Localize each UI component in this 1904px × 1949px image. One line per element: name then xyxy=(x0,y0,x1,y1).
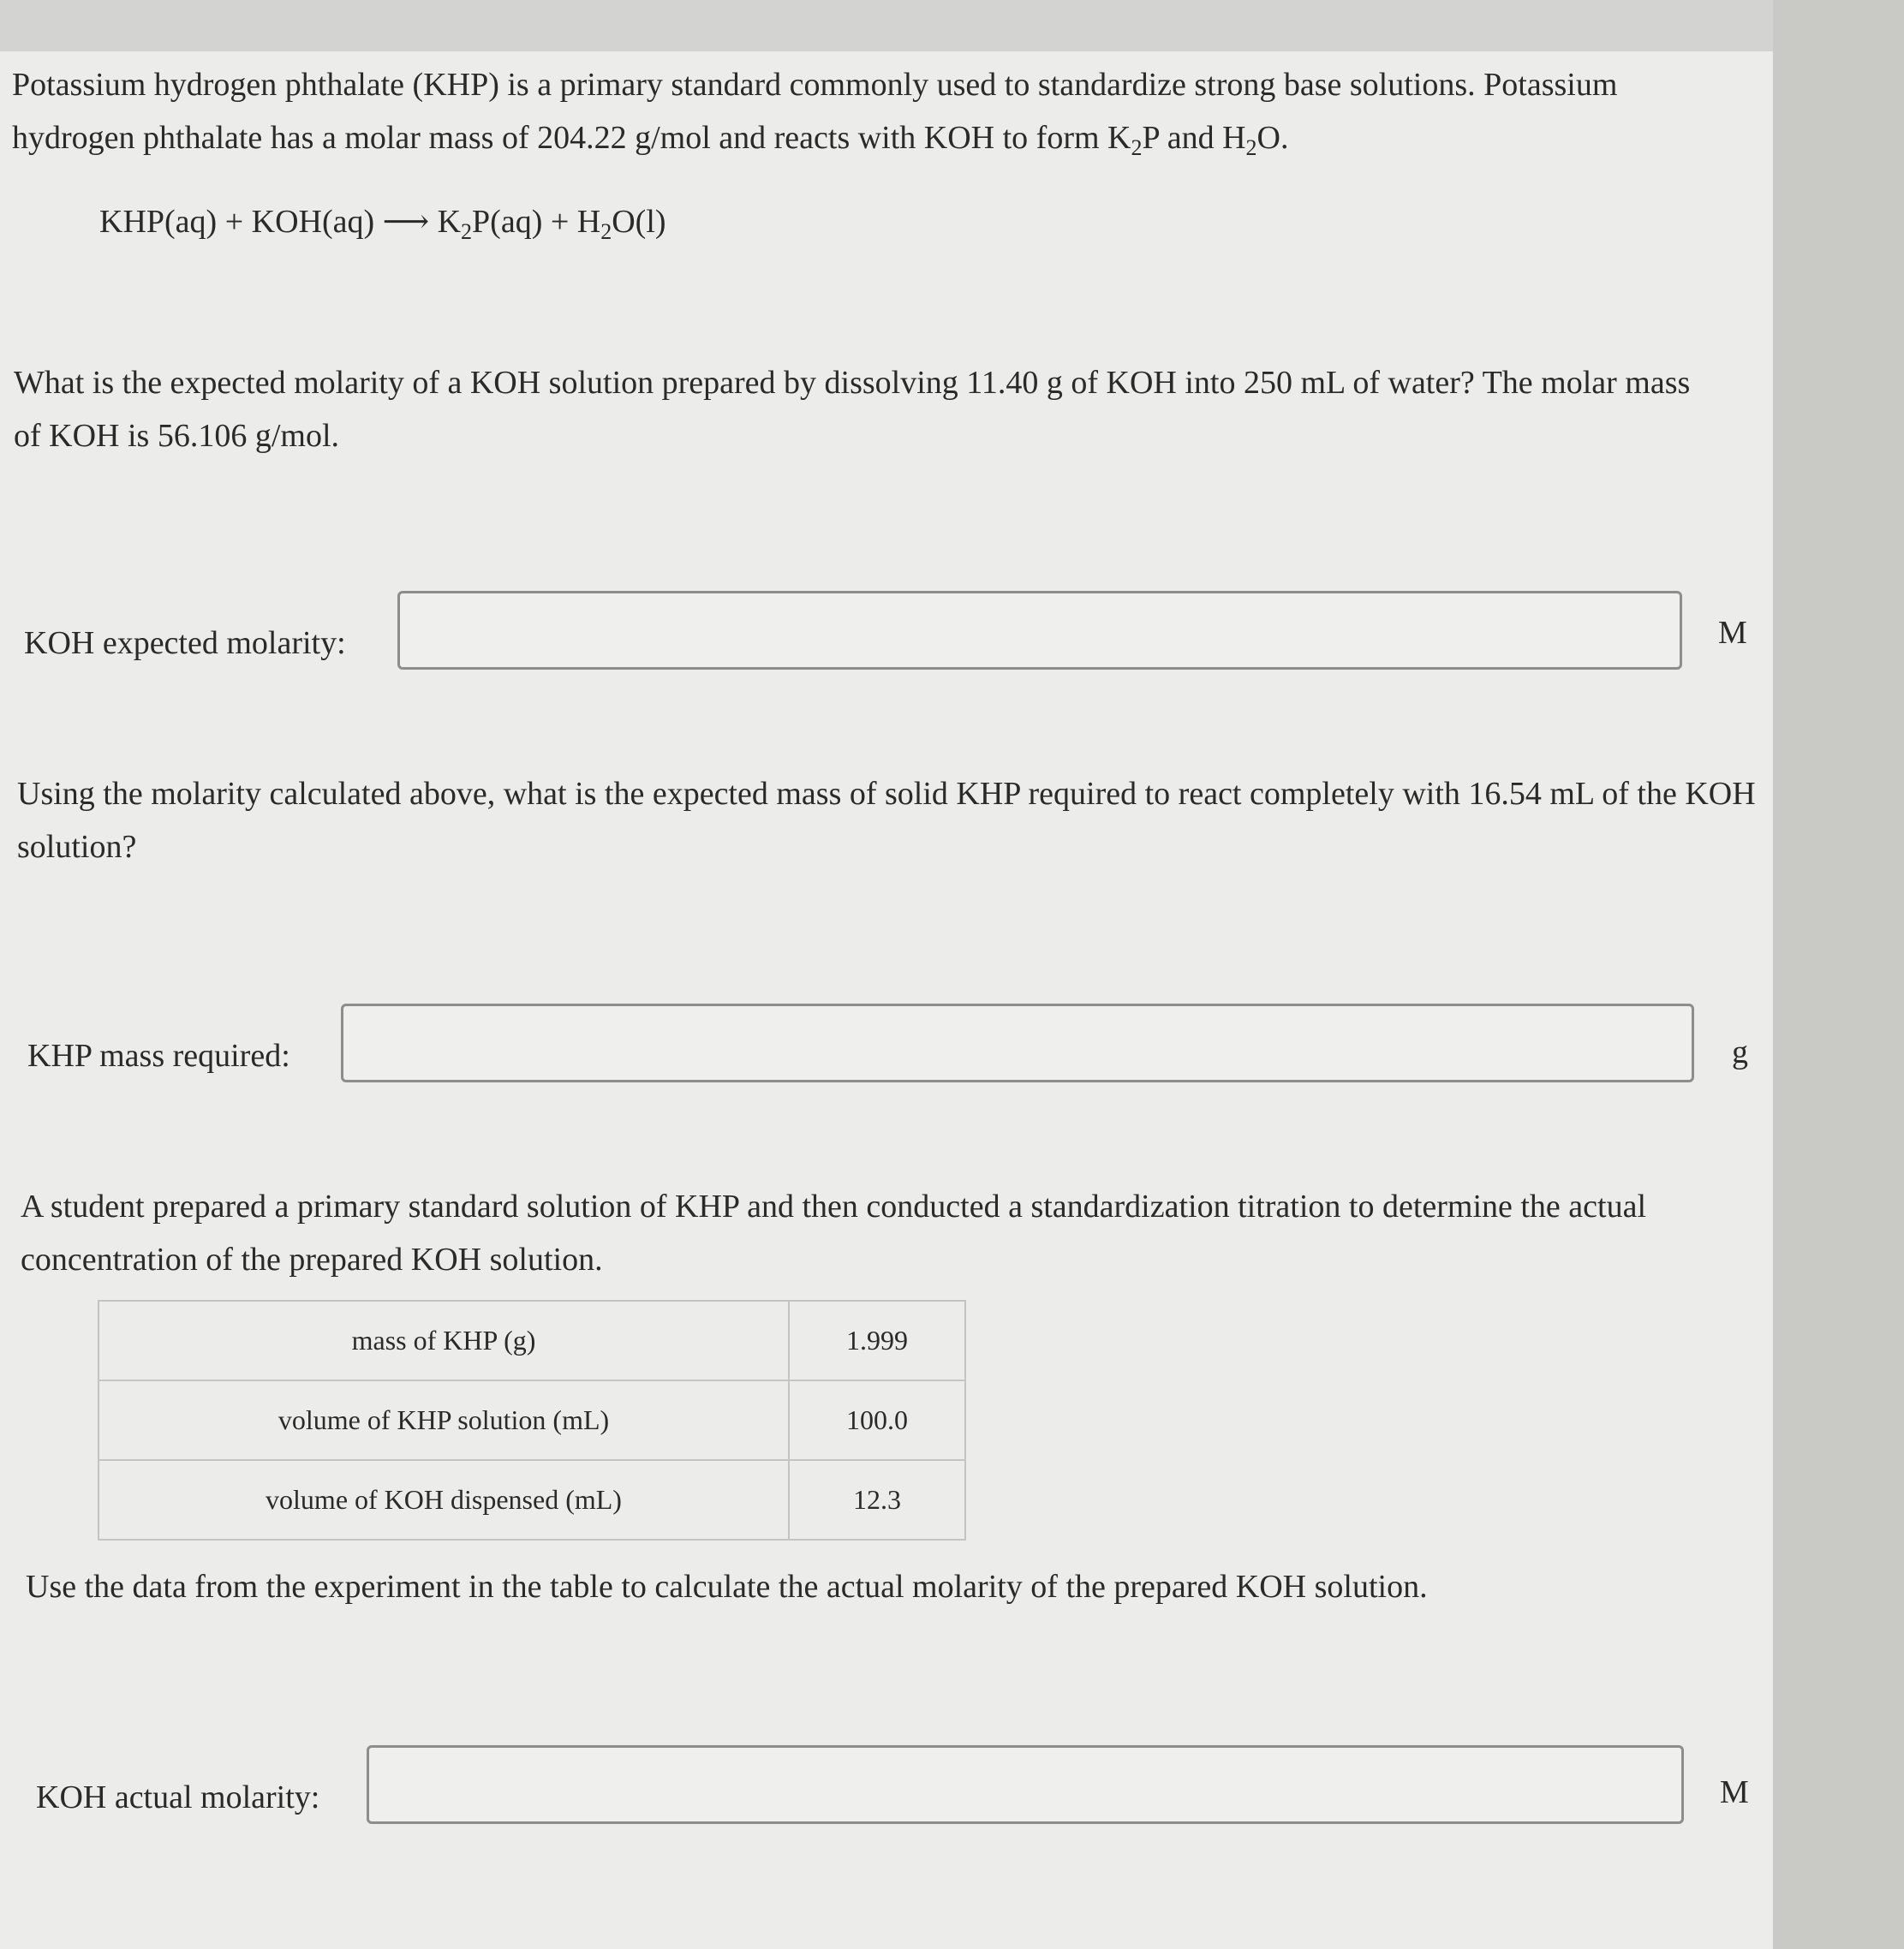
right-edge xyxy=(1773,0,1904,1949)
table-row xyxy=(98,1301,965,1380)
table-row xyxy=(98,1380,965,1460)
table-cell-label: mass of KHP (g) xyxy=(98,1301,789,1380)
expected-molarity-unit: M xyxy=(1718,615,1747,651)
reaction-equation: KHP(aq) + KOH(aq) ⟶ $K_2P(aq) + H_2O(l)$ xyxy=(99,204,666,244)
actual-molarity-label: KOH actual molarity: xyxy=(36,1779,320,1815)
experiment-data-table xyxy=(98,1300,966,1541)
table-cell-label: volume of KHP solution (mL) xyxy=(98,1380,789,1460)
table-row xyxy=(98,1460,965,1540)
question-page xyxy=(0,51,1773,1949)
titration-description: A student prepared a primary standard solution of KHP and then conducted a standardization titration to determine the actual concentration of the prepared KOH solution. xyxy=(21,1189,1647,1278)
khp-mass-unit: g xyxy=(1732,1034,1748,1070)
khp-mass-label: KHP mass required: xyxy=(27,1038,290,1074)
table-cell-value: 100.0 xyxy=(789,1380,965,1460)
question-khp-mass: Using the molarity calculated above, what is the expected mass of solid KHP required to react completely with 16.54 mL of the KOH solution? xyxy=(17,776,1756,865)
table-cell-label: volume of KOH dispensed (mL) xyxy=(98,1460,789,1540)
top-edge xyxy=(0,0,1904,51)
question-actual-molarity: Use the data from the experiment in the table to calculate the actual molarity of the prepared KOH solution. xyxy=(26,1569,1428,1605)
actual-molarity-input[interactable] xyxy=(367,1745,1684,1824)
khp-mass-input[interactable] xyxy=(341,1004,1694,1082)
intro-paragraph: Potassium hydrogen phthalate (KHP) is a primary standard commonly used to standardize strong base solutions. Potassium hydrogen phthalate has a molar mass of 204.22 g/mol and reacts with KOH to form $K_2P$ and $H_2O$. xyxy=(12,67,1618,160)
table-cell-value: 1.999 xyxy=(789,1301,965,1380)
expected-molarity-label: KOH expected molarity: xyxy=(24,625,346,661)
table-cell-value: 12.3 xyxy=(789,1460,965,1540)
expected-molarity-input[interactable] xyxy=(397,591,1682,670)
question-expected-molarity: What is the expected molarity of a KOH solution prepared by dissolving 11.40 g of KOH into 250 mL of water? The molar mass of KOH is 56.106 g/mol. xyxy=(14,365,1691,454)
actual-molarity-unit: M xyxy=(1720,1774,1749,1810)
